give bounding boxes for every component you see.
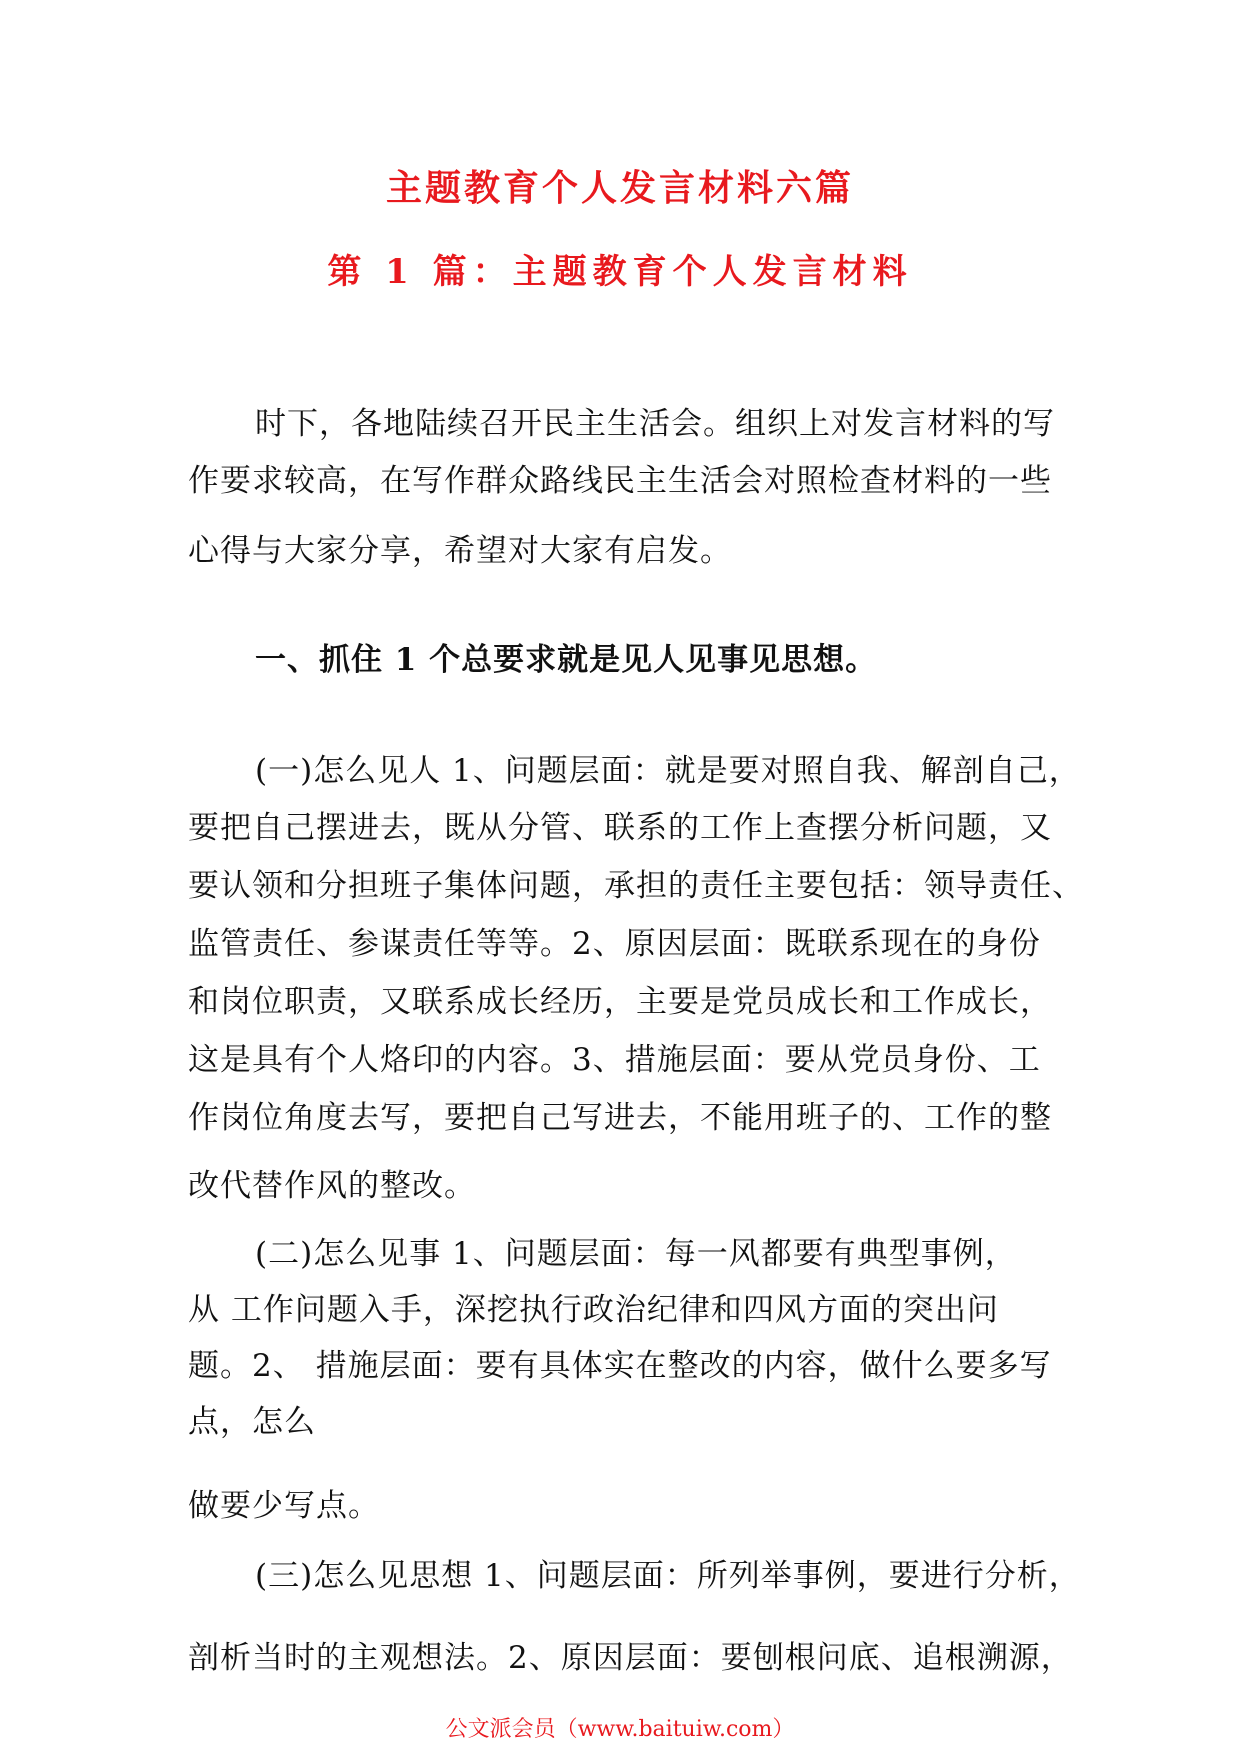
paragraph-line: 作要求较高，在写作群众路线民主生活会对照检查材料的一些 xyxy=(188,463,1052,499)
paragraph-line: 做要少写点。 xyxy=(188,1488,380,1524)
paragraph-line: 要认领和分担班子集体问题，承担的责任主要包括：领导责任、 xyxy=(188,868,1084,904)
paragraph-line: 心得与大家分享，希望对大家有启发。 xyxy=(188,533,732,569)
paragraph-line: (三)怎么见思想 1、问题层面：所列举事例，要进行分析， xyxy=(255,1558,1081,1594)
section-heading: 一、抓住 1 个总要求就是见人见事见思想。 xyxy=(255,642,878,678)
paragraph-line: 从 工作问题入手，深挖执行政治纪律和四风方面的突出问 xyxy=(188,1292,999,1328)
paragraph-line: 这是具有个人烙印的内容。3、措施层面：要从党员身份、工 xyxy=(188,1042,1041,1078)
paragraph-line: 改代替作风的整改。 xyxy=(188,1168,476,1204)
footer-watermark: 公文派会员（www.baituiw.com） xyxy=(445,1717,795,1742)
document-subtitle: 第 1 篇：主题教育个人发言材料 xyxy=(327,252,913,292)
paragraph-line: 时下，各地陆续召开民主生活会。组织上对发言材料的写 xyxy=(255,406,1055,442)
paragraph-line: (二)怎么见事 1、问题层面：每一风都要有典型事例， xyxy=(255,1236,1017,1272)
paragraph-line: 和岗位职责，又联系成长经历，主要是党员成长和工作成长， xyxy=(188,984,1052,1020)
paragraph-line: 要把自己摆进去，既从分管、联系的工作上查摆分析问题，又 xyxy=(188,810,1052,846)
paragraph-line: 题。2、 措施层面：要有具体实在整改的内容，做什么要多写 xyxy=(188,1348,1052,1384)
paragraph-line: (一)怎么见人 1、问题层面：就是要对照自我、解剖自己， xyxy=(255,753,1081,789)
paragraph-line: 作岗位角度去写，要把自己写进去，不能用班子的、工作的整 xyxy=(188,1100,1052,1136)
paragraph-line: 监管责任、参谋责任等等。2、原因层面：既联系现在的身份 xyxy=(188,926,1041,962)
document-title: 主题教育个人发言材料六篇 xyxy=(385,167,854,209)
paragraph-line: 点，怎么 xyxy=(188,1404,316,1440)
paragraph-line: 剖析当时的主观想法。2、原因层面：要刨根问底、追根溯源， xyxy=(188,1640,1073,1676)
